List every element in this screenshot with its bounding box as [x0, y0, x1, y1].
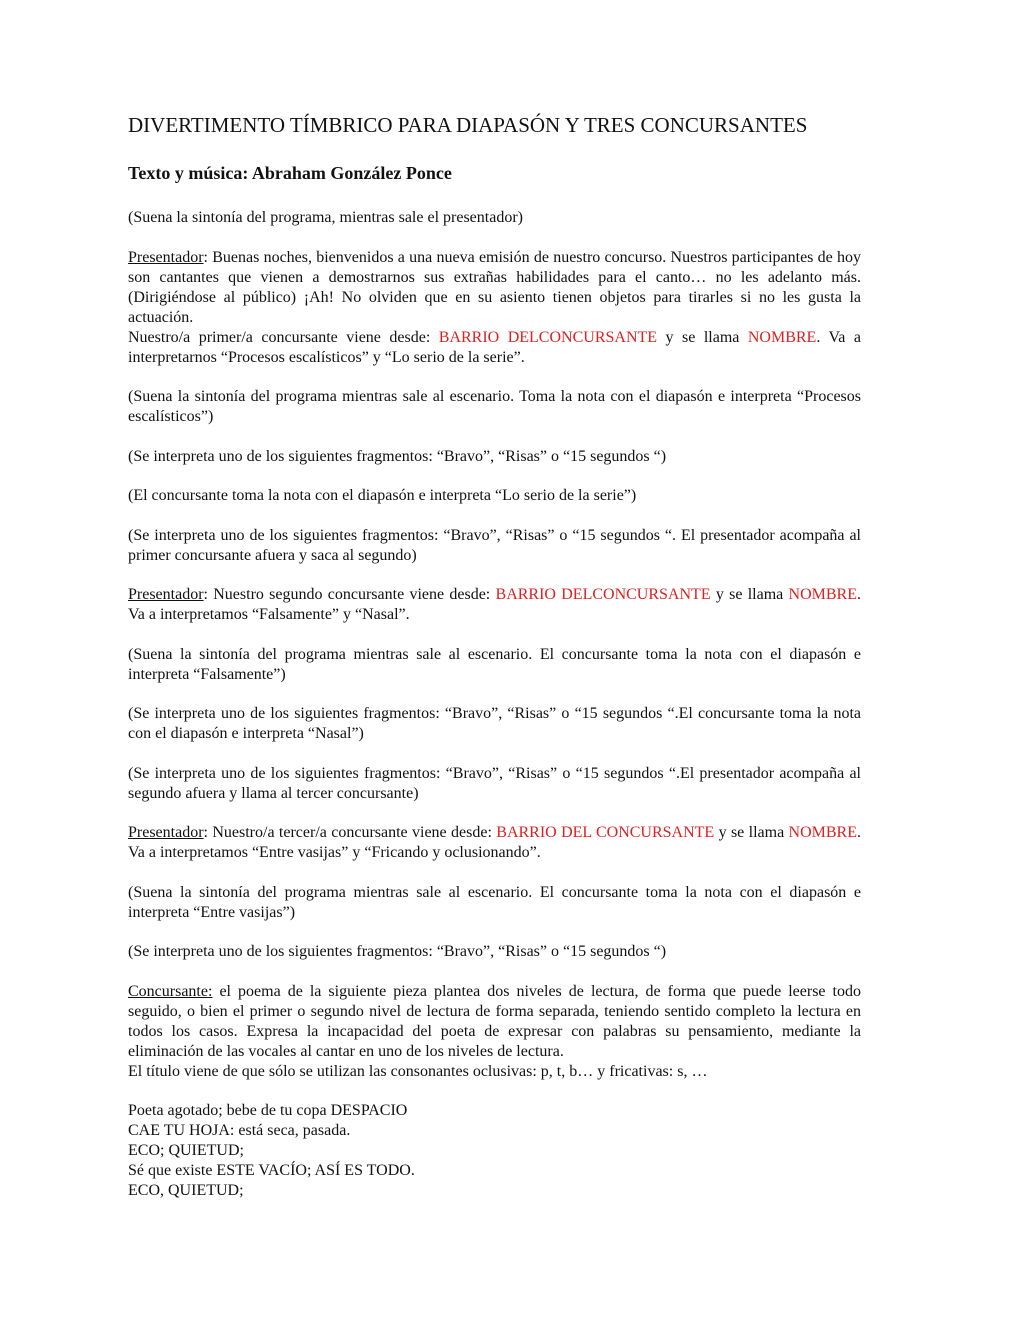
nombre-placeholder: NOMBRE — [788, 586, 857, 603]
presenter-paragraph-2: Presentador: Nuestro segundo concursante viene desde: BARRIO DELCONCURSANTE y se llama NOMBRE. Va a interpretamos “Falsamente” y “Nasal”. — [128, 586, 861, 623]
stage-direction-8: (Se interpreta uno de los siguientes fragmentos: “Bravo”, “Risas” o “15 segundos “.El presentador acompaña al segundo afuera y llama al tercer concursante) — [128, 765, 861, 802]
speaker-label: Presentador — [128, 249, 204, 266]
speaker-label: Presentador — [128, 824, 204, 841]
presenter-paragraph-3: Presentador: Nuestro/a tercer/a concursante viene desde: BARRIO DEL CONCURSANTE y se llama NOMBRE. Va a interpretamos “Entre vasijas” y “Fricando y oclusionando”. — [128, 824, 861, 861]
contestant-paragraph-b: El título viene de que sólo se utilizan las consonantes oclusivas: p, t, b… y fricativas: s, … — [128, 1063, 708, 1080]
poem-line: Poeta agotado; bebe de tu copa DESPACIO — [128, 1102, 408, 1119]
stage-direction-4: (El concursante toma la nota con el diapasón e interpreta “Lo serio de la serie”) — [128, 487, 637, 504]
stage-direction-3: (Se interpreta uno de los siguientes fragmentos: “Bravo”, “Risas” o “15 segundos “) — [128, 448, 667, 465]
nombre-placeholder: NOMBRE — [747, 329, 817, 346]
barrio-placeholder: BARRIO DELCONCURSANTE — [438, 329, 658, 346]
document-title: DIVERTIMENTO TÍMBRICO PARA DIAPASÓN Y TRES CONCURSANTES — [128, 113, 808, 137]
poem — [128, 1101, 861, 1201]
stage-direction-2: (Suena la sintonía del programa mientras sale al escenario. Toma la nota con el diapasón e interpreta “Procesos escalísticos”) — [128, 388, 861, 425]
stage-direction-7: (Se interpreta uno de los siguientes fragmentos: “Bravo”, “Risas” o “15 segundos “.El concursante toma la nota con el diapasón e interpreta “Nasal”) — [128, 705, 861, 742]
poem-line: Sé que existe ESTE VACÍO; ASÍ ES TODO. — [128, 1162, 415, 1179]
speaker-label: Presentador — [128, 586, 204, 603]
barrio-placeholder: BARRIO DELCONCURSANTE — [495, 586, 711, 603]
author-line: Texto y música: Abraham González Ponce — [128, 163, 452, 183]
poem-line: ECO, QUIETUD; — [128, 1182, 244, 1199]
presenter-paragraph-1: Presentador: Buenas noches, bienvenidos a una nueva emisión de nuestro concurso. Nuestros participantes de hoy son cantantes que vienen a demostrarnos sus extrañas habilidades para el canto… no les adelanto más. (Dirigiéndose al público) ¡Ah! No olviden que en su asiento tienen objetos para tirarles si no les gusta la actuación. — [128, 249, 861, 326]
stage-direction-10: (Se interpreta uno de los siguientes fragmentos: “Bravo”, “Risas” o “15 segundos “) — [128, 943, 667, 960]
stage-direction-6: (Suena la sintonía del programa mientras sale al escenario. El concursante toma la nota con el diapasón e interpreta “Falsamente”) — [128, 646, 861, 683]
speaker-label: Concursante: — [128, 983, 213, 1000]
stage-direction-5: (Se interpreta uno de los siguientes fragmentos: “Bravo”, “Risas” o “15 segundos “. El presentador acompaña al primer concursante afuera y saca al segundo) — [128, 527, 861, 564]
stage-direction-9: (Suena la sintonía del programa mientras sale al escenario. El concursante toma la nota con el diapasón e interpreta “Entre vasijas”) — [128, 884, 861, 921]
nombre-placeholder: NOMBRE — [788, 824, 857, 841]
contestant-paragraph: Concursante: el poema de la siguiente pieza plantea dos niveles de lectura, de forma que puede leerse todo seguido, o bien el primer o segundo nivel de lectura de forma separada, teniendo sentido completo la lectura en todos los casos. Expresa la incapacidad del poeta de expresar con palabras su pensamiento, mediante la eliminación de las vocales al cantar en uno de los niveles de lectura. — [128, 983, 861, 1060]
poem-line: CAE TU HOJA: está seca, pasada. — [128, 1122, 351, 1139]
poem-line: ECO; QUIETUD; — [128, 1142, 244, 1159]
presenter-paragraph-1b: Nuestro/a primer/a concursante viene desde: BARRIO DELCONCURSANTE y se llama NOMBRE. Va a interpretarnos “Procesos escalísticos” y “Lo serio de la serie”. — [128, 329, 861, 366]
stage-direction-1: (Suena la sintonía del programa, mientras sale el presentador) — [128, 209, 523, 226]
barrio-placeholder: BARRIO DEL CONCURSANTE — [496, 824, 715, 841]
